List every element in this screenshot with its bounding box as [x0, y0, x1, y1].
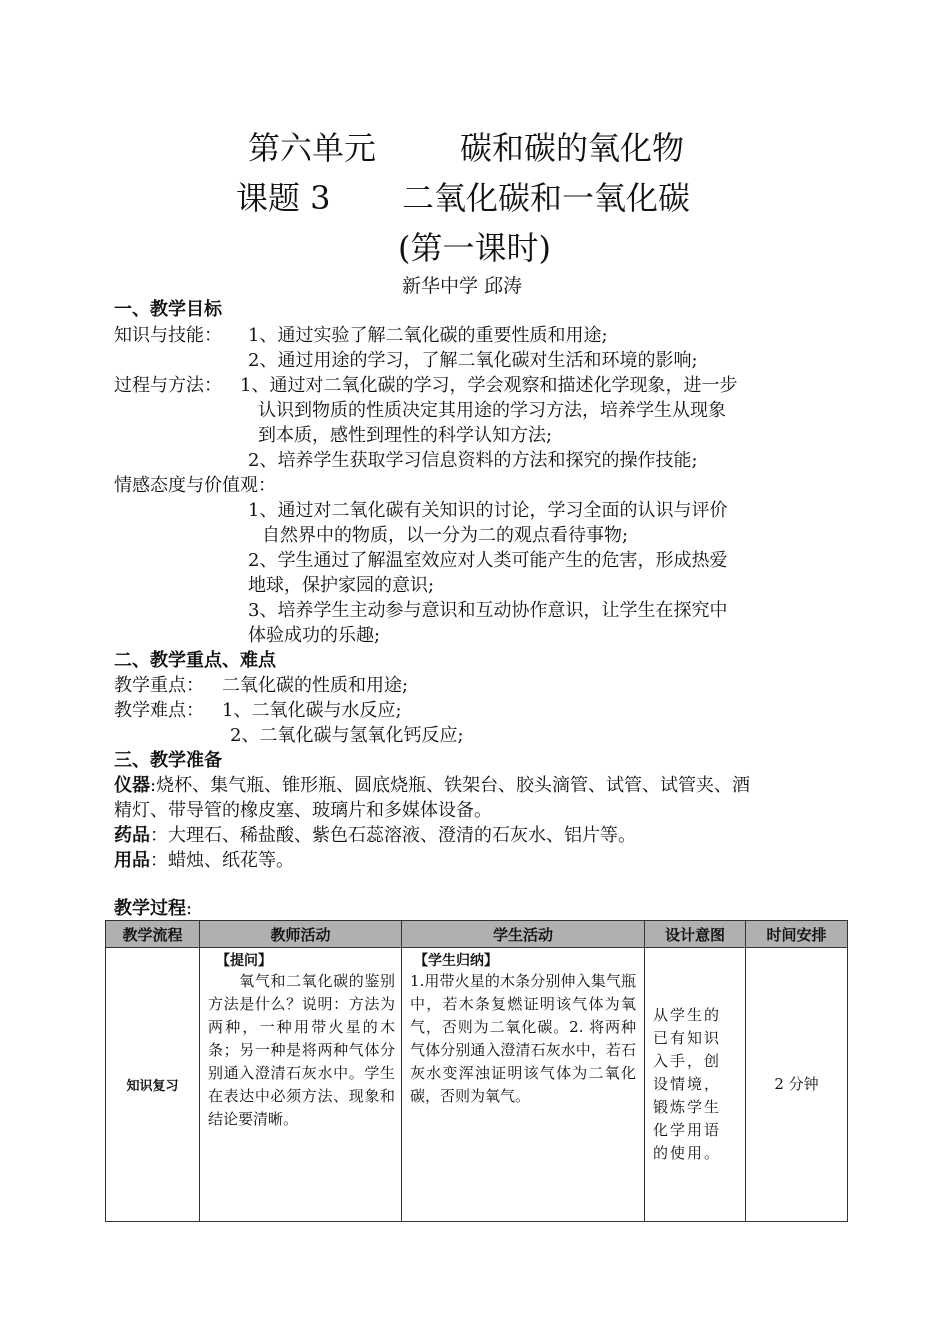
lesson-title: 二氧化碳和一氧化碳	[402, 179, 691, 217]
time-text: 2 分钟	[774, 1075, 819, 1093]
process-1b: 认识到物质的性质决定其用途的学习方法，培养学生从现象	[258, 400, 726, 421]
process-label: 过程与方法：	[114, 375, 222, 396]
teacher-tag: 【提问】	[216, 953, 272, 969]
process-1a: 1、通过对二氧化碳的学习，学会观察和描述化学现象，进一步	[240, 375, 738, 396]
focus-label: 教学重点：	[114, 675, 204, 696]
process-2: 2、培养学生获取学习信息资料的方法和探究的操作技能;	[248, 450, 698, 471]
emotion-label: 情感态度与价值观：	[114, 475, 276, 496]
process-1c: 到本质，感性到理性的科学认知方法;	[258, 425, 553, 446]
stage-cell: 知识复习	[106, 948, 200, 1222]
teacher-cell	[200, 948, 402, 1222]
process-table	[105, 920, 848, 1222]
emotion-2b: 地球，保护家园的意识;	[248, 575, 435, 596]
table-header-row	[106, 921, 848, 948]
instruments-text-b: 精灯、带导管的橡皮塞、玻璃片和多媒体设备。	[114, 800, 492, 821]
prep-heading: 三、教学准备	[114, 750, 222, 771]
emotion-3b: 体验成功的乐趣;	[248, 625, 381, 646]
student-cell	[402, 948, 645, 1222]
period: (第一课时)	[398, 229, 551, 267]
goals-heading: 一、教学目标	[114, 299, 222, 320]
supplies-text: ：蜡烛、纸花等。	[150, 850, 294, 871]
difficulty-label: 教学难点：	[114, 700, 204, 721]
process-heading: 教学过程	[114, 898, 186, 919]
col-stage: 教学流程	[106, 921, 200, 948]
col-time: 时间安排	[746, 921, 848, 948]
supplies-label: 用品	[114, 850, 150, 871]
drugs-text: ：大理石、稀盐酸、紫色石蕊溶液、澄清的石灰水、铝片等。	[150, 825, 636, 846]
supplies-line	[114, 849, 294, 873]
col-intent: 设计意图	[645, 921, 746, 948]
instruments-line-1	[114, 774, 750, 798]
author: 新华中学 邱涛	[402, 275, 523, 297]
lesson-number: 课题 3	[236, 179, 331, 217]
process-heading-line	[114, 897, 192, 921]
emotion-3a: 3、培养学生主动参与意识和互动协作意识，让学生在探究中	[248, 600, 728, 621]
difficulty-1: 1、二氧化碳与水反应;	[222, 700, 402, 721]
student-tag: 【学生归纳】	[414, 953, 498, 969]
teacher-text: 氧气和二氧化碳的鉴别方法是什么？说明：方法为两种，一种用带火星的木条；另一种是将两种气体分别通入澄清石灰水中。学生在表达中必须方法、现象和结论要清晰。	[208, 972, 395, 1128]
instruments-text-a: :烧杯、集气瓶、锥形瓶、圆底烧瓶、铁架台、胶头滴管、试管、试管夹、酒	[150, 775, 751, 796]
emotion-2a: 2、学生通过了解温室效应对人类可能产生的危害，形成热爱	[248, 550, 728, 571]
focus-text: 二氧化碳的性质和用途;	[222, 675, 409, 696]
col-teacher: 教师活动	[200, 921, 402, 948]
time-cell	[746, 948, 848, 1222]
keypoints-heading: 二、教学重点、难点	[114, 650, 276, 671]
emotion-1a: 1、通过对二氧化碳有关知识的讨论，学习全面的认识与评价	[248, 500, 728, 521]
difficulty-2: 2、二氧化碳与氢氧化钙反应;	[230, 725, 464, 746]
process-heading-colon: :	[186, 898, 193, 919]
emotion-1b: 自然界中的物质，以一分为二的观点看待事物;	[262, 525, 629, 546]
table-row	[106, 948, 848, 1222]
instruments-label: 仪器	[114, 775, 150, 796]
unit-heading	[248, 128, 376, 168]
intent-text: 从学生的已有知识入手，创设情境，锻炼学生化学用语的使用。	[653, 1006, 722, 1162]
unit-title: 碳和碳的氧化物	[460, 129, 685, 167]
unit-number: 第六单元	[248, 129, 377, 167]
intent-cell	[645, 948, 746, 1222]
knowledge-1: 1、通过实验了解二氧化碳的重要性质和用途;	[248, 325, 608, 346]
student-text: 1.用带火星的木条分别伸入集气瓶中，若木条复燃证明该气体为氧气，否则为二氧化碳。2. 将两种气体分别通入澄清石灰水中，若石灰水变浑浊证明该气体为二氧化碳，否则为氧气。	[410, 972, 636, 1105]
knowledge-label: 知识与技能：	[114, 325, 222, 346]
drugs-line	[114, 824, 636, 848]
drugs-label: 药品	[114, 825, 150, 846]
knowledge-2: 2、通过用途的学习，了解二氧化碳对生活和环境的影响;	[248, 350, 698, 371]
col-student: 学生活动	[402, 921, 645, 948]
